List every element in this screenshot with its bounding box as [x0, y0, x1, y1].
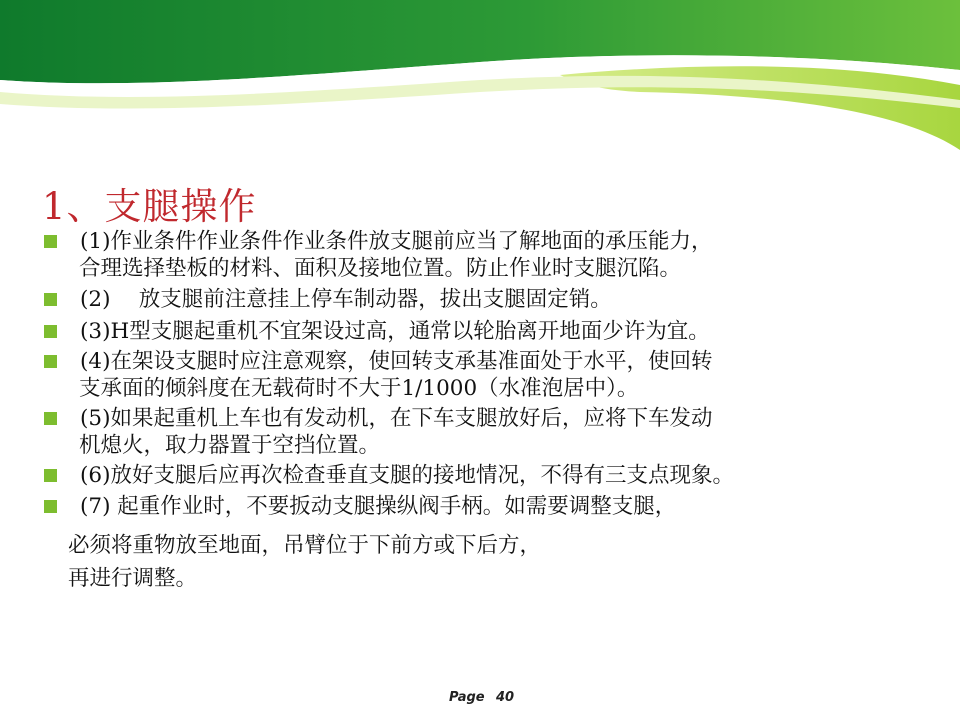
bullet-square-icon [44, 355, 57, 368]
item-line: (4)在架设支腿时应注意观察，使回转支承基准面处于水平，使回转 [80, 349, 713, 374]
item-line: 合理选择垫板的材料、面积及接地位置。防止作业时支腿沉陷。 [79, 256, 682, 281]
item-line: (6)放好支腿后应再次检查垂直支腿的接地情况，不得有三支点现象。 [80, 463, 734, 488]
continuation-line: 再进行调整。 [68, 566, 198, 591]
continuation-line: 必须将重物放至地面，吊臂位于下前方或下后方， [68, 533, 542, 558]
item-line: (3)H型支腿起重机不宜架设过高，通常以轮胎离开地面少许为宜。 [80, 319, 710, 344]
item-line: (7) 起重作业时，不要扳动支腿操纵阀手柄。如需要调整支腿， [80, 494, 677, 519]
bullet-square-icon [44, 293, 57, 306]
header-banner-graphic [0, 0, 960, 160]
page-number: 40 [496, 690, 515, 705]
item-line: 支承面的倾斜度在无载荷时不大于1/1000（水准泡居中）。 [79, 376, 639, 401]
item-line: 机熄火，取力器置于空挡位置。 [79, 433, 381, 458]
bullet-square-icon [44, 412, 57, 425]
item-line: (5)如果起重机上车也有发动机，在下车支腿放好后，应将下车发动 [80, 406, 713, 431]
item-line: (1)作业条件作业条件作业条件放支腿前应当了解地面的承压能力， [80, 229, 713, 254]
page-label: Page [449, 690, 485, 705]
bullet-square-icon [44, 500, 57, 513]
slide-title: 1、支腿操作 [42, 185, 257, 228]
item-line: (2) 放支腿前注意挂上停车制动器，拔出支腿固定销。 [80, 287, 612, 312]
bullet-square-icon [44, 325, 57, 338]
bullet-square-icon [44, 235, 57, 248]
bullet-square-icon [44, 469, 57, 482]
